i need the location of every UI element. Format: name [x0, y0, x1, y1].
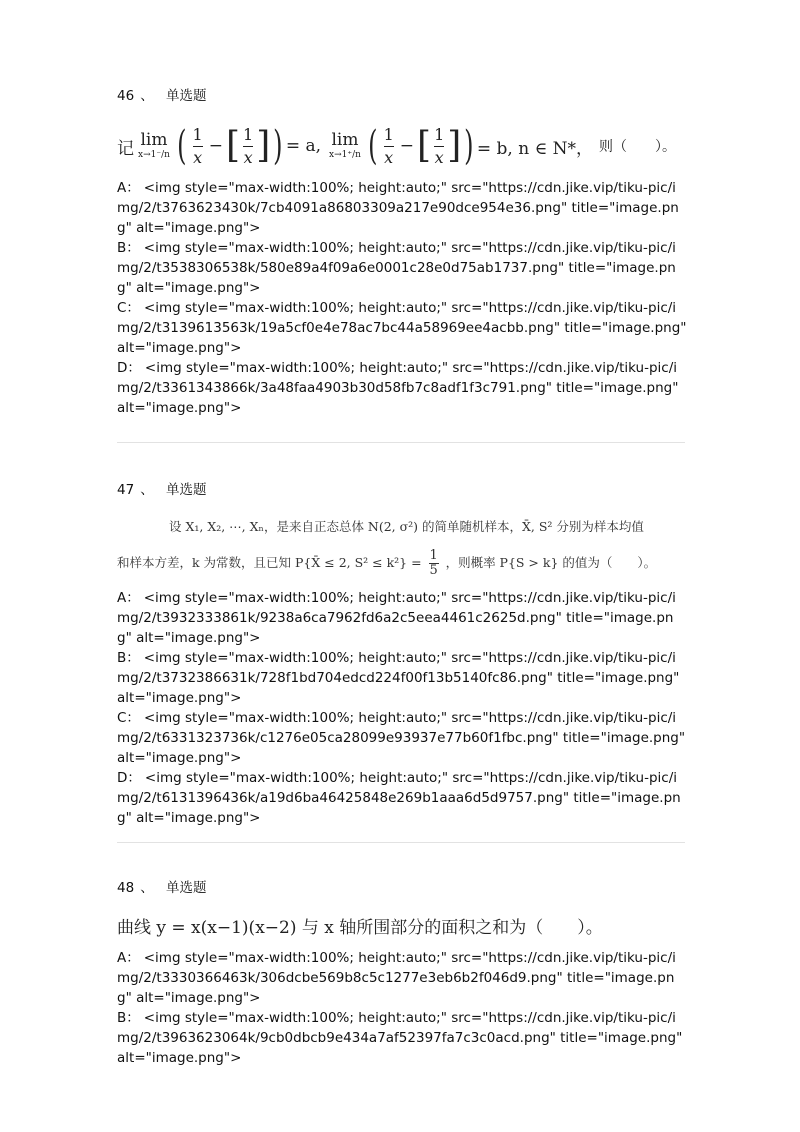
divider	[117, 442, 685, 443]
option-text: <img style="max-width:100%; height:auto;" src="https://cdn.jike.vip/tiku-pic/img/2/t3732386631k/728f1bd704edcd224f00f13b5140fc86.png" title="image.png" alt="image.png">	[117, 650, 680, 706]
fraction	[384, 126, 394, 166]
option-c	[117, 708, 687, 768]
fraction	[434, 126, 444, 166]
question-separator: 、	[140, 482, 154, 498]
stem-prefix: 记	[117, 138, 134, 159]
option-label: C：	[117, 300, 140, 316]
option-text: <img style="max-width:100%; height:auto;" src="https://cdn.jike.vip/tiku-pic/img/2/t3963623064k/9cb0dbcb9e434a7af52397fa7c3c0acd.png" title="image.png" alt="image.png">	[117, 1010, 683, 1066]
lim-text: lim	[331, 130, 359, 150]
lim-subscript: x→1⁻/n	[138, 150, 170, 160]
fraction	[243, 126, 253, 166]
option-a	[117, 178, 687, 238]
option-label: B：	[117, 240, 140, 256]
option-c	[117, 298, 687, 358]
question-stem: 曲线 y = x(x−1)(x−2) 与 x 轴所围部分的面积之和为（ ）。	[117, 918, 603, 938]
stem-line-2a: 和样本方差，k 为常数，且已知 P{X̄ ≤ 2, S² ≤ k²} =	[117, 555, 422, 570]
numerator: 1	[243, 124, 254, 144]
option-label: A：	[117, 950, 140, 966]
question-stem-formula: 记 lim x→1⁻/n ( $\frac{1}{x}$ − [ $\frac{1}{x}$ ] ) = a, lim x→1⁺/n ( $\frac{1}{x}$ − [ $\frac{1}{x}$ ] ) = b, n ∈ N*， 则（ ）。	[117, 123, 676, 169]
denominator: 5	[429, 563, 438, 578]
limit-operator	[329, 132, 361, 160]
numerator: 1	[192, 124, 203, 144]
option-label: D：	[117, 770, 141, 786]
equals-a: = a,	[285, 136, 322, 156]
option-b	[117, 238, 687, 298]
option-d	[117, 768, 687, 828]
question-number: 47	[117, 482, 135, 498]
numerator: 1	[429, 548, 438, 564]
question-46	[117, 86, 687, 418]
option-text: <img style="max-width:100%; height:auto;" src="https://cdn.jike.vip/tiku-pic/img/2/t6131396436k/a19d6ba46425848e269b1aaa6d5d9757.png" title="image.png" alt="image.png">	[117, 770, 681, 826]
options-list	[117, 178, 687, 418]
option-text: <img style="max-width:100%; height:auto;" src="https://cdn.jike.vip/tiku-pic/img/2/t3139613563k/19a5cf0e4e78ac7bc44a58969ee4acbb.png" title="image.png" alt="image.png">	[117, 300, 687, 356]
question-number: 48	[117, 880, 135, 896]
stem-line-2	[117, 542, 687, 584]
question-type: 单选题	[165, 88, 207, 104]
denominator: x	[434, 147, 444, 167]
options-list	[117, 588, 687, 828]
fraction	[429, 549, 439, 577]
fraction	[193, 126, 203, 166]
lim-text: lim	[140, 130, 168, 150]
option-label: A：	[117, 590, 140, 606]
close-paren: )	[464, 123, 474, 169]
option-text: <img style="max-width:100%; height:auto;" src="https://cdn.jike.vip/tiku-pic/img/2/t3361343866k/3a48faa4903b30d58fb7c8adf1f3c791.png" title="image.png" alt="image.png">	[117, 360, 679, 416]
numerator: 1	[434, 124, 445, 144]
question-header	[117, 878, 687, 898]
option-text: <img style="max-width:100%; height:auto;" src="https://cdn.jike.vip/tiku-pic/img/2/t3932333861k/9238a6ca7962fd6a2c5eea4461c2625d.png" title="image.png" alt="image.png">	[117, 590, 676, 646]
options-list	[117, 948, 687, 1068]
limit-operator	[138, 132, 170, 160]
option-b	[117, 1008, 687, 1068]
option-label: C：	[117, 710, 140, 726]
lim-subscript: x→1⁺/n	[329, 150, 361, 160]
equals-b: = b, n ∈ N*，	[476, 138, 593, 159]
stem-line-2b: ，则概率 P{S > k} 的值为（ ）。	[445, 555, 657, 570]
option-b	[117, 648, 687, 708]
close-paren: )	[273, 123, 283, 169]
denominator: x	[193, 147, 203, 167]
stem-suffix: 则（ ）。	[598, 139, 676, 155]
question-separator: 、	[140, 88, 154, 104]
question-header	[117, 86, 687, 106]
question-47	[117, 480, 687, 828]
option-label: D：	[117, 360, 141, 376]
question-type: 单选题	[165, 482, 207, 498]
denominator: x	[243, 147, 253, 167]
option-label: A：	[117, 180, 140, 196]
option-a	[117, 948, 687, 1008]
option-text: <img style="max-width:100%; height:auto;" src="https://cdn.jike.vip/tiku-pic/img/2/t3538306538k/580e89a4f09a6e0001c28e0d75ab1737.png" title="image.png" alt="image.png">	[117, 240, 676, 296]
numerator: 1	[383, 124, 394, 144]
stem-line-1: 设 X₁, X₂, ⋯, Xₙ，是来自正态总体 N(2, σ²) 的简单随机样本，X̄, S² 分别为样本均值	[169, 519, 644, 534]
question-stem	[117, 512, 687, 584]
option-text: <img style="max-width:100%; height:auto;" src="https://cdn.jike.vip/tiku-pic/img/2/t6331323736k/c1276e05ca28099e93937e77b60f1fbc.png" title="image.png" alt="image.png">	[117, 710, 686, 766]
open-paren: (	[177, 123, 187, 169]
question-number: 46	[117, 88, 135, 104]
option-text: <img style="max-width:100%; height:auto;" src="https://cdn.jike.vip/tiku-pic/img/2/t3330366463k/306dcbe569b8c5c1277e3eb6b2f046d9.png" title="image.png" alt="image.png">	[117, 950, 676, 1006]
option-text: <img style="max-width:100%; height:auto;" src="https://cdn.jike.vip/tiku-pic/img/2/t3763623430k/7cb4091a86803309a217e90dce954e36.png" title="image.png" alt="image.png">	[117, 180, 679, 236]
question-type: 单选题	[165, 880, 207, 896]
option-label: B：	[117, 650, 140, 666]
option-a	[117, 588, 687, 648]
question-separator: 、	[140, 880, 154, 896]
option-d	[117, 358, 687, 418]
question-header	[117, 480, 687, 500]
question-48	[117, 878, 687, 1068]
divider	[117, 842, 685, 843]
denominator: x	[384, 147, 394, 167]
option-label: B：	[117, 1010, 140, 1026]
open-paren: (	[368, 123, 378, 169]
